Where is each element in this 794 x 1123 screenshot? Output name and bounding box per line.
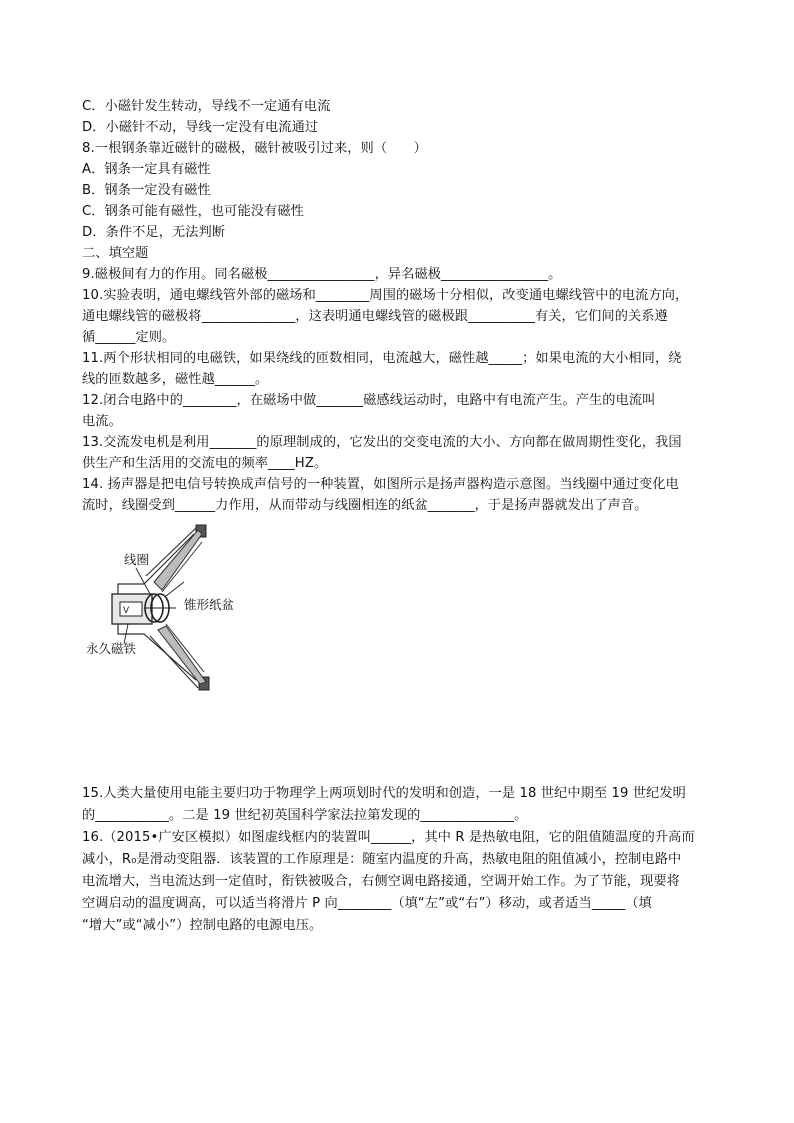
question-11-line-2: 线的匝数越多，磁性越______。 — [82, 372, 269, 387]
question-10-line-1: 10.实验表明，通电螺线管外部的磁场和________周围的磁场十分相似，改变通电螺线管中的电流方向， — [82, 288, 689, 303]
option-a-q8: A．钢条一定具有磁性 — [82, 162, 211, 177]
label-coil: 线圈 — [124, 552, 150, 567]
question-16-line-1: 16.（2015•广安区模拟）如图虚线框内的装置叫______，其中 R 是热敏电阻，它的阻值随温度的升高而 — [82, 830, 695, 845]
option-d-q8: D．条件不足，无法判断 — [82, 225, 226, 240]
question-10-line-2: 通电螺线管的磁极将______________，这表明通电螺线管的磁极跟__________有关，它们间的关系遵 — [82, 309, 668, 324]
option-b-q8: B．钢条一定没有磁性 — [82, 183, 211, 198]
label-cone: 锥形纸盆 — [184, 597, 235, 612]
question-15-line-1: 15.人类大量使用电能主要归功于物理学上两项划时代的发明和创造，一是 18 世纪中期至 19 世纪发明 — [82, 786, 686, 801]
option-c-q8: C．钢条可能有磁性，也可能没有磁性 — [82, 204, 304, 219]
speaker-diagram — [84, 522, 284, 700]
question-16-line-2: 减小，R₀是滑动变阻器．该装置的工作原理是：随室内温度的升高，热敏电阻的阻值减小，控制电路中 — [82, 852, 682, 867]
question-16-line-5: “增大”或“减小”）控制电路的电源电压。 — [82, 918, 323, 933]
question-16-line-3: 电流增大，当电流达到一定值时，衔铁被吸合，右侧空调电路接通，空调开始工作。为了节能，现要将 — [82, 874, 680, 889]
question-8: 8.一根钢条靠近磁针的磁极，磁针被吸引过来，则（ ） — [82, 141, 427, 156]
label-magnet: 永久磁铁 — [86, 641, 137, 656]
question-13-line-2: 供生产和生活用的交流电的频率____HZ。 — [82, 456, 328, 471]
question-11-line-1: 11.两个形状相同的电磁铁，如果绕线的匝数相同，电流越大，磁性越_____；如果电流的大小相同，绕 — [82, 351, 682, 366]
question-12-line-1: 12.闭合电路中的________，在磁场中做_______磁感线运动时，电路中有电流产生。产生的电流叫 — [82, 393, 656, 408]
question-16-line-4: 空调启动的温度调高，可以适当将滑片 P 向________（填“左”或“右”）移动，或者适当_____（填 — [82, 896, 652, 911]
question-9: 9.磁极间有力的作用。同名磁极________________，异名磁极________________。 — [82, 267, 562, 282]
question-15-line-2: 的___________。二是 19 世纪初英国科学家法拉第发现的______________。 — [82, 808, 528, 823]
option-c-q7: C．小磁针发生转动，导线不一定通有电流 — [82, 99, 331, 114]
question-14-line-2: 流时，线圈受到______力作用，从而带动与线圈相连的纸盆_______，于是扬声器就发出了声音。 — [82, 498, 648, 513]
question-12-line-2: 电流。 — [82, 414, 122, 429]
option-d-q7: D．小磁针不动，导线一定没有电流通过 — [82, 120, 319, 135]
svg-text:V: V — [123, 606, 130, 616]
question-13-line-1: 13.交流发电机是利用_______的原理制成的，它发出的交变电流的大小、方向都在做周期性变化，我国 — [82, 435, 682, 450]
section-heading: 二、填空题 — [82, 246, 149, 261]
question-14-line-1: 14. 扬声器是把电信号转换成声信号的一种装置，如图所示是扬声器构造示意图。当线圈中通过变化电 — [82, 477, 679, 492]
question-10-line-3: 循______定则。 — [82, 330, 176, 345]
